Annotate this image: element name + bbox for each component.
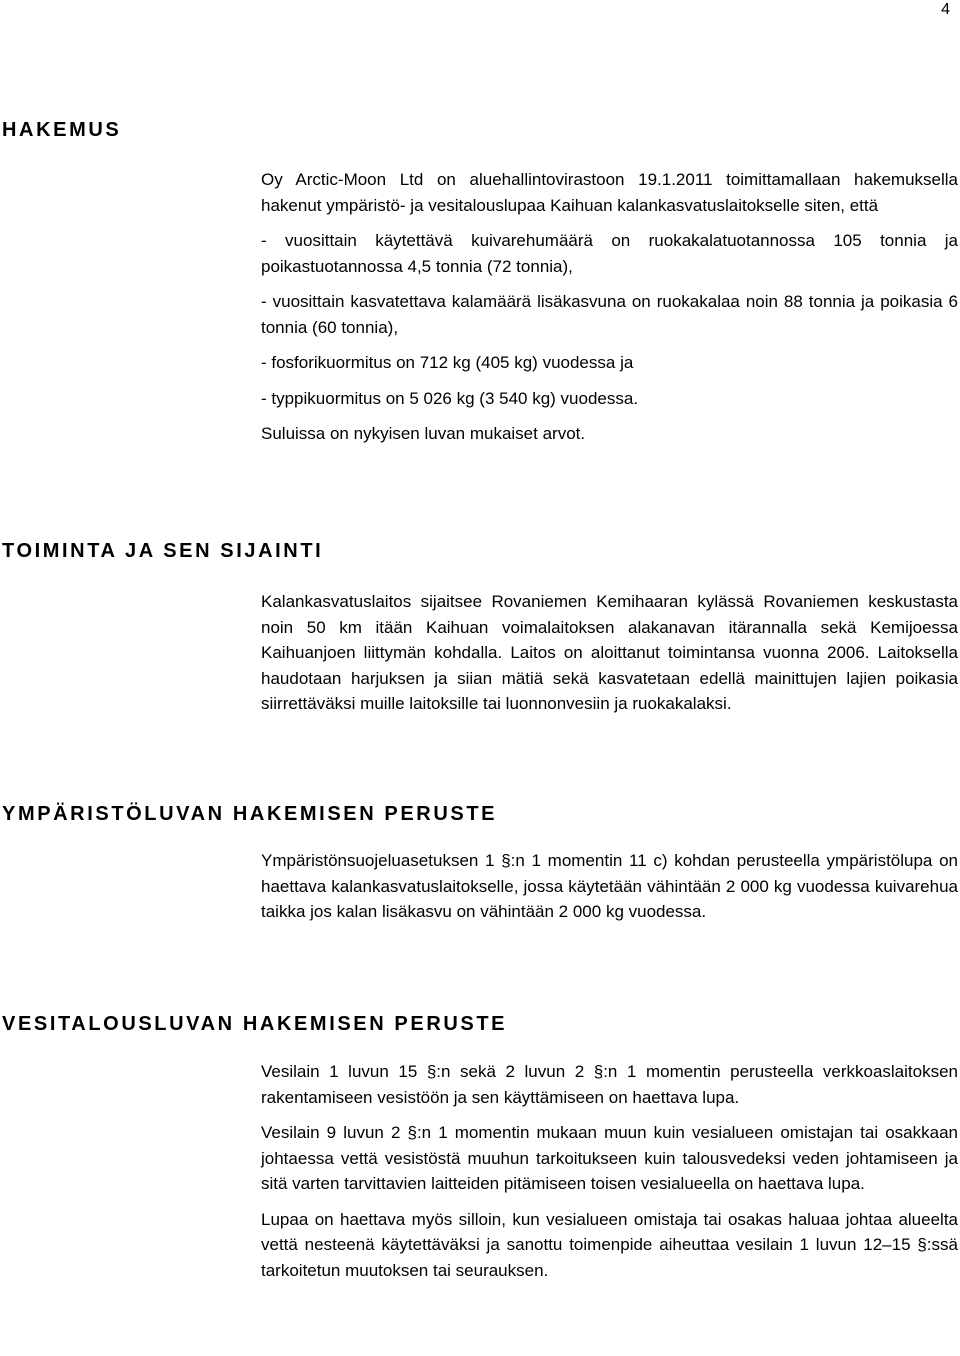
- page-number: 4: [941, 1, 950, 18]
- list-item: - vuosittain kasvatettava kalamäärä lisäkasvuna on ruokakalaa noin 88 tonnia ja poikasia 6 tonnia (60 tonnia),: [261, 292, 958, 337]
- list-item: - vuosittain käytettävä kuivarehumäärä on ruokakalatuotannossa 105 tonnia ja poikastuotannossa 4,5 tonnia (72 tonnia),: [261, 231, 958, 276]
- heading-ymparistoluvan-peruste: YMPÄRISTÖLUVAN HAKEMISEN PERUSTE: [2, 803, 498, 825]
- paragraph: Lupaa on haettava myös silloin, kun vesialueen omistaja tai osakas haluaa johtaa alueelta vettä nesteenä käytettäväksi ja sanottu toimenpide aiheuttaa vesilain 1 luvun 12–15 §:ssä tarkoitetun muutoksen tai seurauksen.: [261, 1209, 958, 1280]
- list-item: - typpikuormitus on 5 026 kg (3 540 kg) vuodessa.: [261, 388, 639, 408]
- paragraph: Oy Arctic-Moon Ltd on aluehallintovirastoon 19.1.2011 toimittamallaan hakemuksella hakenut ympäristö- ja vesitalouslupaa Kaihuan kalankasvatuslaitokselle siten, että: [261, 170, 958, 215]
- paragraph: Kalankasvatuslaitos sijaitsee Rovaniemen Kemihaaran kylässä Rovaniemen keskustasta noin 50 km itään Kaihuan voimalaitoksen alakanavan itärannalla sekä Kemijoessa Kaihuanjoen liittymän kohdalla. Laitos on aloittanut toimintansa vuonna 2006. Laitoksella haudotaan harjuksen ja siian mätiä sekä kasvatetaan edellä mainittujen lajien poikasia siirrettäväksi muille laitoksille tai luonnonvesiin ja ruokakalaksi.: [261, 592, 958, 713]
- paragraph: Vesilain 1 luvun 15 §:n sekä 2 luvun 2 §:n 1 momentin perusteella verkkoaslaitoksen rakentamiseen vesistöön ja sen käyttämiseen on haettava lupa.: [261, 1062, 958, 1107]
- paragraph: Suluissa on nykyisen luvan mukaiset arvot.: [261, 424, 586, 443]
- heading-vesitalousluvan-peruste: VESITALOUSLUVAN HAKEMISEN PERUSTE: [2, 1013, 508, 1035]
- section-vesitalousluvan-body: [261, 1059, 958, 1283]
- heading-toiminta: TOIMINTA JA SEN SIJAINTI: [2, 540, 324, 562]
- section-toiminta-body: [261, 589, 958, 717]
- paragraph: Vesilain 9 luvun 2 §:n 1 momentin mukaan muun kuin vesialueen omistajan tai osakkaan johtaessa vettä vesistöstä muuhun tarkoitukseen kuin talousvedeksi veden johtamiseen ja sitä varten tarvittavien laitteiden pitämiseen toisen vesialueella on haettava lupa.: [261, 1123, 958, 1193]
- paragraph: Ympäristönsuojeluasetuksen 1 §:n 1 momentin 11 c) kohdan perusteella ympäristölupa on haettava kalankasvatuslaitokselle, jossa käytetään vähintään 2 000 kg vuodessa kuivarehua taikka jos kalan lisäkasvu on vähintään 2 000 kg vuodessa.: [261, 851, 958, 921]
- list-item: - fosforikuormitus on 712 kg (405 kg) vuodessa ja: [261, 353, 634, 372]
- section-hakemus-body: [261, 167, 958, 447]
- heading-hakemus: HAKEMUS: [2, 119, 122, 141]
- section-ymparistoluvan-body: [261, 848, 958, 925]
